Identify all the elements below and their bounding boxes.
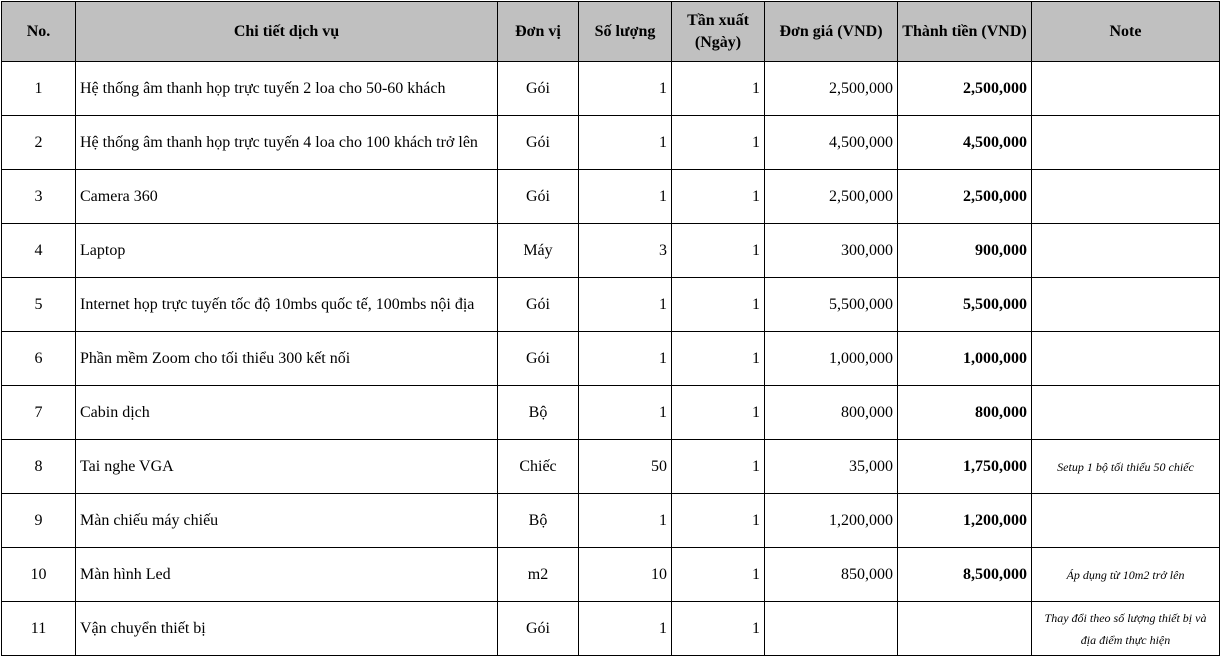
header-note: Note [1032,2,1220,62]
cell-frequency: 1 [672,62,765,116]
cell-unit-price: 35,000 [765,440,898,494]
cell-unit: Bộ [498,494,579,548]
cell-quantity: 1 [579,62,672,116]
cell-detail: Internet họp trực tuyến tốc độ 10mbs quốc tế, 100mbs nội địa [76,278,498,332]
cell-unit-price: 5,500,000 [765,278,898,332]
cell-frequency: 1 [672,548,765,602]
cell-detail: Camera 360 [76,170,498,224]
cell-no: 8 [2,440,76,494]
table-row [2,386,1220,440]
cell-frequency: 1 [672,494,765,548]
cell-total: 1,750,000 [898,440,1032,494]
cell-no: 10 [2,548,76,602]
header-row [2,2,1220,62]
table-row [2,170,1220,224]
cell-total: 8,500,000 [898,548,1032,602]
cell-unit-price: 800,000 [765,386,898,440]
cell-note: Thay đổi theo số lượng thiết bị và địa điểm thực hiện [1032,602,1220,656]
service-price-table [1,1,1220,656]
cell-detail: Cabin dịch [76,386,498,440]
cell-quantity: 1 [579,332,672,386]
cell-unit-price: 2,500,000 [765,62,898,116]
cell-note: Áp dụng từ 10m2 trở lên [1032,548,1220,602]
cell-total: 1,000,000 [898,332,1032,386]
cell-note [1032,278,1220,332]
cell-quantity: 1 [579,116,672,170]
cell-note [1032,386,1220,440]
cell-no: 2 [2,116,76,170]
cell-no: 1 [2,62,76,116]
cell-quantity: 50 [579,440,672,494]
cell-detail: Tai nghe VGA [76,440,498,494]
cell-note [1032,494,1220,548]
cell-frequency: 1 [672,440,765,494]
cell-unit: m2 [498,548,579,602]
table-row [2,278,1220,332]
cell-frequency: 1 [672,386,765,440]
cell-unit-price: 4,500,000 [765,116,898,170]
cell-frequency: 1 [672,332,765,386]
cell-no: 11 [2,602,76,656]
cell-quantity: 1 [579,494,672,548]
cell-note [1032,332,1220,386]
table-row [2,332,1220,386]
cell-detail: Laptop [76,224,498,278]
cell-frequency: 1 [672,278,765,332]
cell-no: 9 [2,494,76,548]
table-row [2,602,1220,656]
cell-quantity: 1 [579,602,672,656]
cell-unit: Gói [498,278,579,332]
cell-unit: Bộ [498,386,579,440]
cell-detail: Hệ thống âm thanh họp trực tuyến 4 loa cho 100 khách trở lên [76,116,498,170]
cell-frequency: 1 [672,602,765,656]
cell-unit: Chiếc [498,440,579,494]
cell-note [1032,224,1220,278]
table-row [2,224,1220,278]
header-quantity: Số lượng [579,2,672,62]
cell-detail: Màn chiếu máy chiếu [76,494,498,548]
header-detail: Chi tiết dịch vụ [76,2,498,62]
cell-quantity: 10 [579,548,672,602]
cell-frequency: 1 [672,116,765,170]
cell-total: 800,000 [898,386,1032,440]
cell-no: 3 [2,170,76,224]
cell-unit-price: 850,000 [765,548,898,602]
header-frequency: Tần xuất (Ngày) [672,2,765,62]
cell-total [898,602,1032,656]
cell-detail: Phần mềm Zoom cho tối thiểu 300 kết nối [76,332,498,386]
table-row [2,548,1220,602]
header-total: Thành tiền (VND) [898,2,1032,62]
cell-detail: Hệ thống âm thanh họp trực tuyến 2 loa cho 50-60 khách [76,62,498,116]
cell-total: 4,500,000 [898,116,1032,170]
table-row [2,116,1220,170]
cell-note [1032,62,1220,116]
cell-no: 4 [2,224,76,278]
header-no: No. [2,2,76,62]
cell-total: 5,500,000 [898,278,1032,332]
cell-note [1032,116,1220,170]
cell-quantity: 3 [579,224,672,278]
cell-unit-price: 300,000 [765,224,898,278]
cell-unit: Gói [498,602,579,656]
cell-unit: Gói [498,116,579,170]
table-body [2,62,1220,656]
cell-no: 5 [2,278,76,332]
cell-frequency: 1 [672,224,765,278]
cell-no: 6 [2,332,76,386]
cell-detail: Màn hình Led [76,548,498,602]
header-unit-price: Đơn giá (VND) [765,2,898,62]
cell-unit: Gói [498,332,579,386]
cell-unit-price: 1,200,000 [765,494,898,548]
cell-total: 1,200,000 [898,494,1032,548]
table-row [2,440,1220,494]
table-row [2,62,1220,116]
cell-unit-price [765,602,898,656]
cell-unit-price: 1,000,000 [765,332,898,386]
table-row [2,494,1220,548]
cell-unit: Máy [498,224,579,278]
cell-quantity: 1 [579,386,672,440]
cell-total: 2,500,000 [898,170,1032,224]
cell-frequency: 1 [672,170,765,224]
header-unit: Đơn vị [498,2,579,62]
cell-detail: Vận chuyển thiết bị [76,602,498,656]
cell-unit: Gói [498,62,579,116]
cell-note: Setup 1 bộ tối thiểu 50 chiếc [1032,440,1220,494]
cell-no: 7 [2,386,76,440]
cell-quantity: 1 [579,170,672,224]
cell-total: 2,500,000 [898,62,1032,116]
cell-unit: Gói [498,170,579,224]
cell-note [1032,170,1220,224]
cell-unit-price: 2,500,000 [765,170,898,224]
cell-total: 900,000 [898,224,1032,278]
cell-quantity: 1 [579,278,672,332]
